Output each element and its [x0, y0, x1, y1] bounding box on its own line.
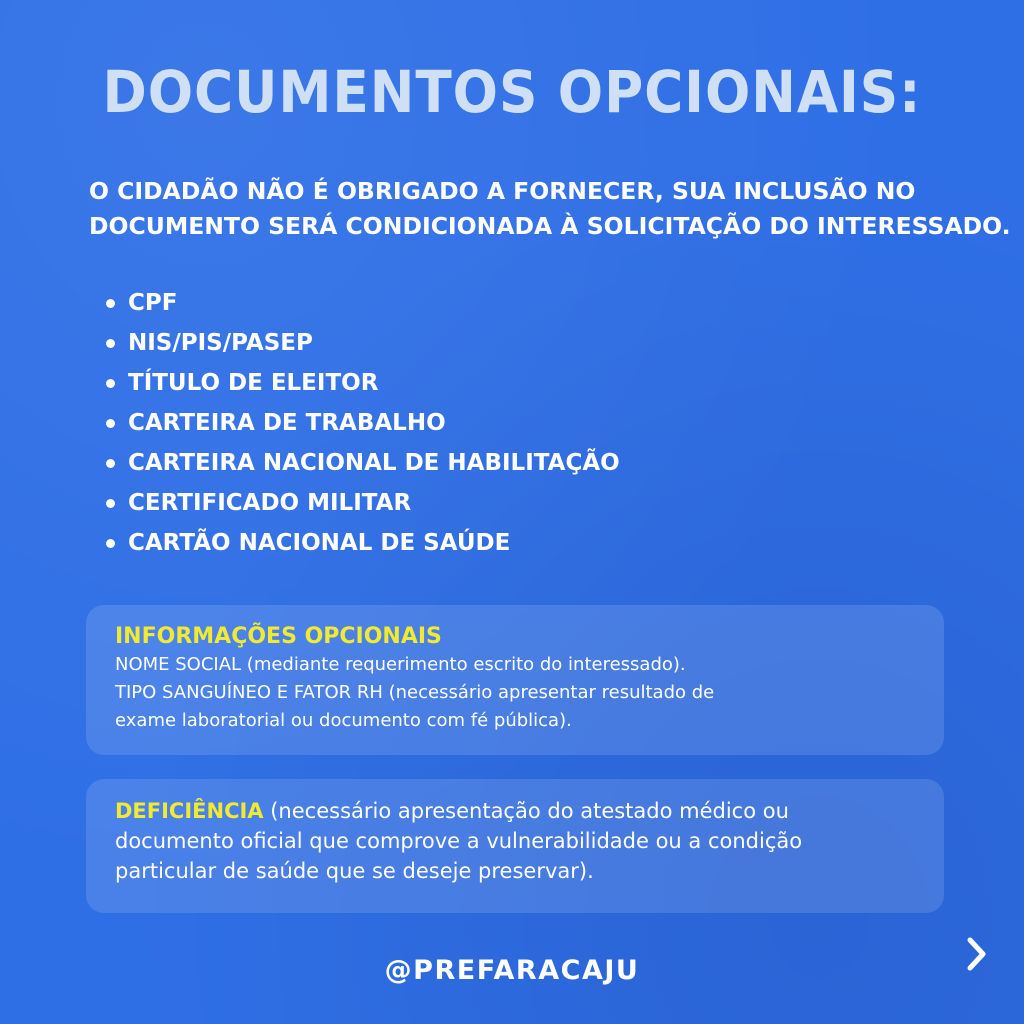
- document-label: CPF: [128, 290, 178, 316]
- document-label: CERTIFICADO MILITAR: [128, 490, 412, 516]
- list-item: [106, 323, 620, 363]
- optional-info-line: NOME SOCIAL (mediante requerimento escrito do interessado).: [115, 654, 686, 675]
- disability-heading: DEFICIÊNCIA: [115, 799, 264, 823]
- optional-info-heading: INFORMAÇÕES OPCIONAIS: [115, 624, 442, 649]
- bullet-icon: [106, 299, 115, 308]
- document-label: CARTEIRA DE TRABALHO: [128, 410, 446, 436]
- list-item: [106, 403, 620, 443]
- list-item: [106, 283, 620, 323]
- intro-line-1: O CIDADÃO NÃO É OBRIGADO A FORNECER, SUA INCLUSÃO NO: [89, 177, 916, 205]
- bullet-icon: [106, 339, 115, 348]
- chevron-right-icon: [958, 934, 998, 974]
- document-label: CARTEIRA NACIONAL DE HABILITAÇÃO: [128, 450, 620, 476]
- optional-info-line: TIPO SANGUÍNEO E FATOR RH (necessário apresentar resultado de: [115, 682, 715, 703]
- next-button[interactable]: [958, 934, 998, 974]
- bullet-icon: [106, 379, 115, 388]
- document-label: NIS/PIS/PASEP: [128, 330, 313, 356]
- list-item: [106, 363, 620, 403]
- social-handle: @PREFARACAJU: [384, 955, 640, 986]
- list-item: [106, 523, 620, 563]
- intro-text: [89, 174, 1011, 244]
- list-item: [106, 483, 620, 523]
- disability-line-1-rest: (necessário apresentação do atestado médico ou: [263, 799, 789, 823]
- disability-line-2: documento oficial que comprove a vulnerabilidade ou a condição: [115, 829, 803, 853]
- optional-info-line: exame laboratorial ou documento com fé pública).: [115, 710, 572, 731]
- intro-line-2: DOCUMENTO SERÁ CONDICIONADA À SOLICITAÇÃO DO INTERESSADO.: [89, 212, 1011, 240]
- disability-line-3: particular de saúde que se deseje preservar).: [115, 859, 594, 883]
- page-title: DOCUMENTOS OPCIONAIS:: [102, 58, 922, 126]
- bullet-icon: [106, 459, 115, 468]
- document-label: CARTÃO NACIONAL DE SAÚDE: [128, 530, 511, 556]
- bullet-icon: [106, 539, 115, 548]
- disability-text: [115, 796, 916, 886]
- list-item: [106, 443, 620, 483]
- document-list: [106, 283, 620, 563]
- document-label: TÍTULO DE ELEITOR: [128, 370, 379, 396]
- bullet-icon: [106, 499, 115, 508]
- disability-line-1: [115, 796, 916, 826]
- disability-card: [86, 779, 944, 913]
- optional-info-card: [86, 605, 944, 755]
- bullet-icon: [106, 419, 115, 428]
